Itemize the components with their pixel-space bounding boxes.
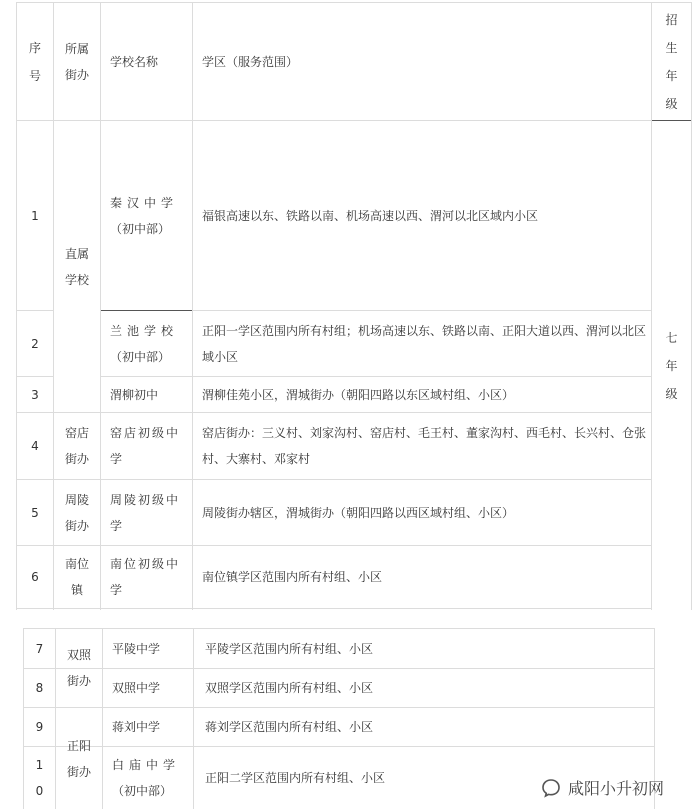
group-label: 正阳 街办 — [66, 738, 91, 779]
group-label: 南位 镇 — [64, 557, 89, 597]
row-seq: 8 — [35, 681, 44, 695]
school-name: 兰池学校 （初中部） — [110, 323, 179, 364]
group-label: 直属 学校 — [64, 246, 89, 287]
school-name: 渭柳初中 — [110, 387, 159, 402]
row-seq: 3 — [31, 387, 39, 402]
header-area: 学区（服务范围） — [202, 54, 299, 69]
school-area: 南位镇学区范围内所有村组、小区 — [202, 570, 383, 584]
row-seq: 9 — [35, 720, 44, 734]
header-district: 所属 街办 — [64, 41, 89, 82]
school-area: 双照学区范围内所有村组、小区 — [205, 681, 374, 695]
watermark: 咸阳小升初网 — [540, 776, 664, 799]
school-name: 南位初级中 学 — [110, 557, 181, 597]
school-name: 秦汉中学 （初中部） — [110, 195, 179, 236]
school-area: 窑店街办：三义村、刘家沟村、窑店村、毛王村、董家沟村、西毛村、长兴村、仓张村、大寨村、邓家村 — [202, 426, 647, 466]
row-seq: 1 0 — [35, 758, 44, 798]
school-area: 正阳二学区范围内所有村组、小区 — [205, 771, 386, 785]
school-name: 蒋刘中学 — [112, 720, 161, 734]
school-area: 正阳一学区范围内所有村组；机场高速以东、铁路以南、正阳大道以西、渭河以北区域小区 — [202, 323, 647, 364]
group-label: 周陵 街办 — [64, 492, 89, 533]
school-area: 渭柳佳苑小区，渭城街办（朝阳四路以东区域村组、小区） — [202, 387, 515, 402]
wechat-bubble-icon — [540, 777, 562, 799]
school-name: 平陵中学 — [112, 641, 161, 656]
header-school: 学校名称 — [110, 54, 159, 69]
school-name: 白庙中学 （初中部） — [112, 758, 181, 798]
header-seq: 序号 — [28, 40, 41, 83]
group-label: 窑店 街办 — [64, 426, 89, 466]
row-seq: 6 — [31, 570, 39, 584]
school-name: 周陵初级中 学 — [110, 492, 181, 533]
row-seq: 4 — [31, 439, 39, 453]
school-area: 福银高速以东、铁路以南、机场高速以西、渭河以北区域内小区 — [202, 208, 539, 223]
school-area: 周陵街办辖区，渭城街办（朝阳四路以西区域村组、小区） — [202, 505, 515, 520]
row-seq: 2 — [31, 336, 39, 351]
row-seq: 7 — [35, 641, 44, 656]
row-seq: 5 — [31, 505, 39, 520]
school-name: 窑店初级中 学 — [110, 426, 181, 466]
grade-value: 七 年 级 — [665, 330, 678, 401]
school-area: 平陵学区范围内所有村组、小区 — [205, 641, 374, 656]
header-grade: 招 生 年 级 — [665, 12, 678, 111]
group-label: 双照 街办 — [66, 648, 91, 688]
row-seq: 1 — [31, 208, 39, 223]
school-name: 双照中学 — [112, 681, 161, 695]
school-area: 蒋刘学区范围内所有村组、小区 — [205, 720, 374, 734]
